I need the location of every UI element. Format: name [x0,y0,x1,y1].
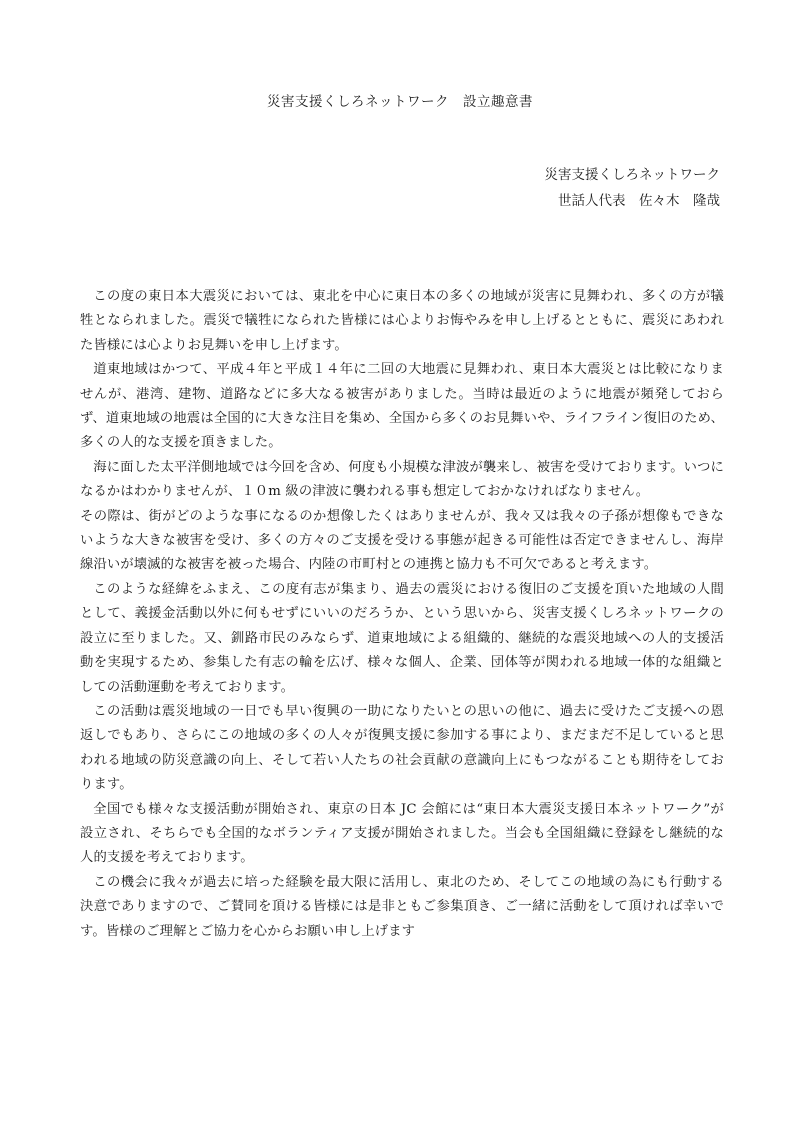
organization-name: 災害支援くしろネットワーク [544,167,720,183]
document-body [80,285,724,944]
author-block [545,162,721,214]
body-paragraph: 道東地域はかつて、平成４年と平成１４年に二回の大地震に見舞われ、東日本大震災とは比較になりませんが、港湾、建物、道路などに多大なる被害がありました。当時は最近のように地震が頻発しておらず、道東地域の地震は全国的に大きな注目を集め、全国から多くのお見舞いや、ライフライン復旧のため、多くの人的な支援を頂きました。 [80,362,724,451]
body-paragraph: 海に面した太平洋側地域では今回を含め、何度も小規模な津波が襲来し、被害を受けております。いつになるかはわかりませんが、１０m 級の津波に襲われる事も想定しておかなければなりません。 [80,459,724,500]
body-paragraph: この機会に我々が過去に培った経験を最大限に活用し、東北のため、そしてこの地域の為にも行動する決意でありますので、ご賛同を頂ける皆様には是非ともご参集頂き、ご一緒に活動をして頂ければ幸いです。皆様のご理解とご協力を心からお願い申し上げます [80,874,724,939]
body-paragraph: このような経緯をふまえ、この度有志が集まり、過去の震災における復旧のご支援を頂いた地域の人間として、義援金活動以外に何もせずにいいのだろうか、という思いから、災害支援くしろネットワークの設立に至りました。又、釧路市民のみならず、道東地域による組織的、継続的な震災地域への人的支援活動を実現するため、参集した有志の輪を広げ、様々な個人、企業、団体等が関われる地域一体的な組織としての活動運動を考えております。 [80,581,724,695]
body-paragraph: この活動は震災地域の一日でも早い復興の一助になりたいとの思いの他に、過去に受けたご支援への恩返しでもあり、さらにこの地域の多くの人々が復興支援に参加する事により、まだまだ不足していると思われる地域の防災意識の向上、そして若い人たちの社会貢献の意識向上にもつながることも期待をしております。 [80,703,724,793]
representative-name: 世話人代表 佐々木 隆哉 [558,193,720,209]
body-paragraph: その際は、街がどのような事になるのか想像したくはありませんが、我々又は我々の子孫が想像もできないような大きな被害を受け、多くの方々のご支援を受ける事態が起きる可能性は否定できませんし、海岸線沿いが壊滅的な被害を被った場合、内陸の市町村との連携と協力も不可欠であると考えます。 [80,508,724,573]
document-title: 災害支援くしろネットワーク 設立趣意書 [267,94,533,110]
body-paragraph: この度の東日本大震災においては、東北を中心に東日本の多くの地域が災害に見舞われ、多くの方が犠牲となられました。震災で犠牲になられた皆様には心よりお悔やみを申し上げるとともに、震災にあわれた皆様には心よりお見舞いを申し上げます。 [80,289,724,353]
body-paragraph: 全国でも様々な支援活動が開始され、東京の日本 JC 会館には“東日本大震災支援日本ネットワーク”が設立され、そちらでも全国的なボランティア支援が開始されました。当会も全国組織に登録をし継続的な人的支援を考えております。 [80,801,724,866]
